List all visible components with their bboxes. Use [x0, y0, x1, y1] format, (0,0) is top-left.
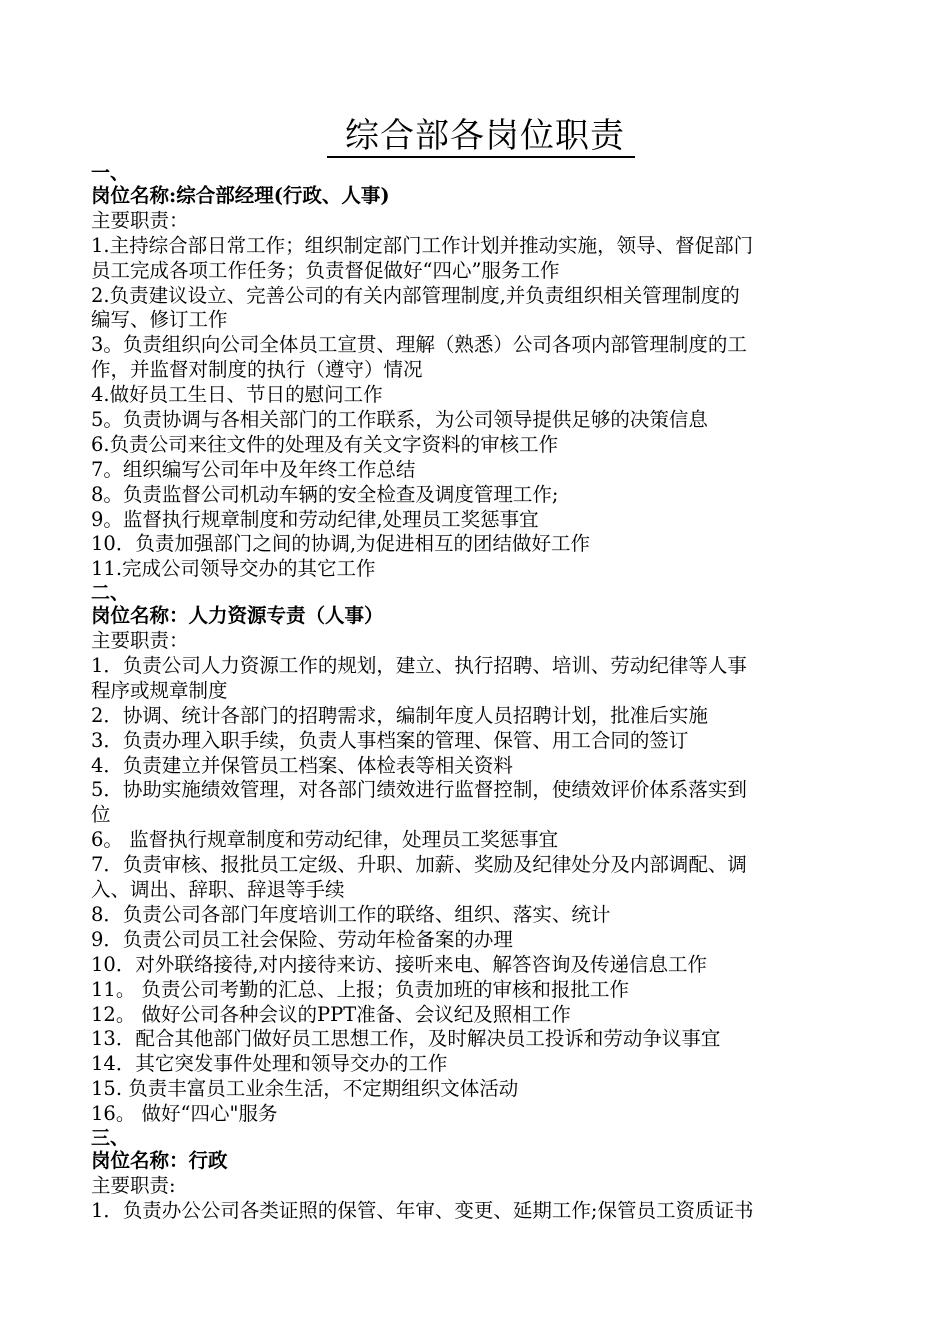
- duties-label: 主要职责:: [91, 1173, 176, 1197]
- section-2: [91, 582, 871, 1127]
- duty-line: 10．负责加强部门之间的协调,为促进相互的团结做好工作: [91, 532, 591, 556]
- duty-line: 程序或规章制度: [91, 678, 228, 702]
- duty-line: 15. 负责丰富员工业余生活，不定期组织文体活动: [91, 1077, 519, 1101]
- duty-line: 9。监督执行规章制度和劳动纪律,处理员工奖惩事宜: [91, 507, 539, 531]
- duty-line: 13．配合其他部门做好员工思想工作，及时解决员工投诉和劳动争议事宜: [91, 1027, 721, 1051]
- duty-line: 6.负责公司来往文件的处理及有关文字资料的审核工作: [91, 432, 559, 456]
- duty-line: 8．负责公司各部门年度培训工作的联络、组织、落实、统计: [91, 902, 611, 926]
- duty-line: 1．负责公司人力资源工作的规划，建立、执行招聘、培训、劳动纪律等人事: [91, 654, 747, 678]
- section-number: 二、: [91, 582, 130, 605]
- duties-label: 主要职责：: [91, 208, 189, 232]
- section-number: 三、: [91, 1126, 130, 1149]
- duty-line: 3。负责组织向公司全体员工宣贯、理解（熟悉）公司各项内部管理制度的工: [91, 333, 747, 357]
- duty-line: 9．负责公司员工社会保险、劳动年检备案的办理: [91, 927, 513, 951]
- document-title: [91, 112, 871, 160]
- position-heading: 岗位名称：行政: [91, 1148, 228, 1172]
- duty-line: 入、调出、辞职、辞退等手续: [91, 878, 345, 902]
- duty-line: 位: [91, 803, 111, 827]
- duty-line: 11.完成公司领导交办的其它工作: [91, 557, 376, 581]
- section-3: [91, 1127, 871, 1224]
- duty-line: 1．负责办公公司各类证照的保管、年审、变更、延期工作;保管员工资质证书: [91, 1198, 754, 1222]
- position-heading: 岗位名称：人力资源专责（人事）: [91, 604, 384, 628]
- document-page: [91, 112, 871, 1224]
- duty-line: 14．其它突发事件处理和领导交办的工作: [91, 1052, 448, 1076]
- section-number: 一、: [91, 162, 130, 184]
- duty-line: 8。负责监督公司机动车辆的安全检查及调度管理工作;: [91, 482, 559, 506]
- duty-line: 员工完成各项工作任务；负责督促做好“四心”服务工作: [91, 258, 560, 282]
- duty-line: 1.主持综合部日常工作；组织制定部门工作计划并推动实施，领导、督促部门: [91, 233, 754, 257]
- duty-line: 2.负责建议设立、完善公司的有关内部管理制度,并负责组织相关管理制度的: [91, 283, 740, 307]
- duty-line: 5。负责协调与各相关部门的工作联系，为公司领导提供足够的决策信息: [91, 408, 708, 432]
- duty-line: 7．负责审核、报批员工定级、升职、加薪、奖励及纪律处分及内部调配、调: [91, 853, 747, 877]
- duty-line: 4．负责建立并保管员工档案、体检表等相关资料: [91, 753, 513, 777]
- duties-label: 主要职责：: [91, 629, 189, 653]
- duty-line: 11。 负责公司考勤的汇总、上报；负责加班的审核和报批工作: [91, 977, 630, 1001]
- duty-line: 3．负责办理入职手续，负责人事档案的管理、保管、用工合同的签订: [91, 728, 689, 752]
- section-1: [91, 162, 871, 582]
- duty-line: 编写、修订工作: [91, 308, 228, 332]
- duty-line: 4.做好员工生日、节日的慰问工作: [91, 383, 383, 407]
- duty-line: 10．对外联络接待,对内接待来访、接听来电、解答咨询及传递信息工作: [91, 952, 708, 976]
- position-heading: 岗位名称:综合部经理(行政、人事): [91, 184, 390, 207]
- duty-line: 16。 做好“四心"服务: [91, 1102, 278, 1126]
- sections-container: [91, 162, 871, 1224]
- duty-line: 6。 监督执行规章制度和劳动纪律，处理员工奖惩事宜: [91, 828, 559, 852]
- duty-line: 12。 做好公司各种会议的PPT准备、会议纪及照相工作: [91, 1002, 571, 1026]
- duty-line: 7。组织编写公司年中及年终工作总结: [91, 457, 416, 481]
- duty-line: 作，并监督对制度的执行（遵守）情况: [91, 358, 423, 382]
- duty-line: 5．协助实施绩效管理，对各部门绩效进行监督控制，使绩效评价体系落实到: [91, 778, 747, 802]
- document-title-text: 综合部各岗位职责: [327, 116, 635, 158]
- duty-line: 2．协调、统计各部门的招聘需求，编制年度人员招聘计划，批准后实施: [91, 703, 708, 727]
